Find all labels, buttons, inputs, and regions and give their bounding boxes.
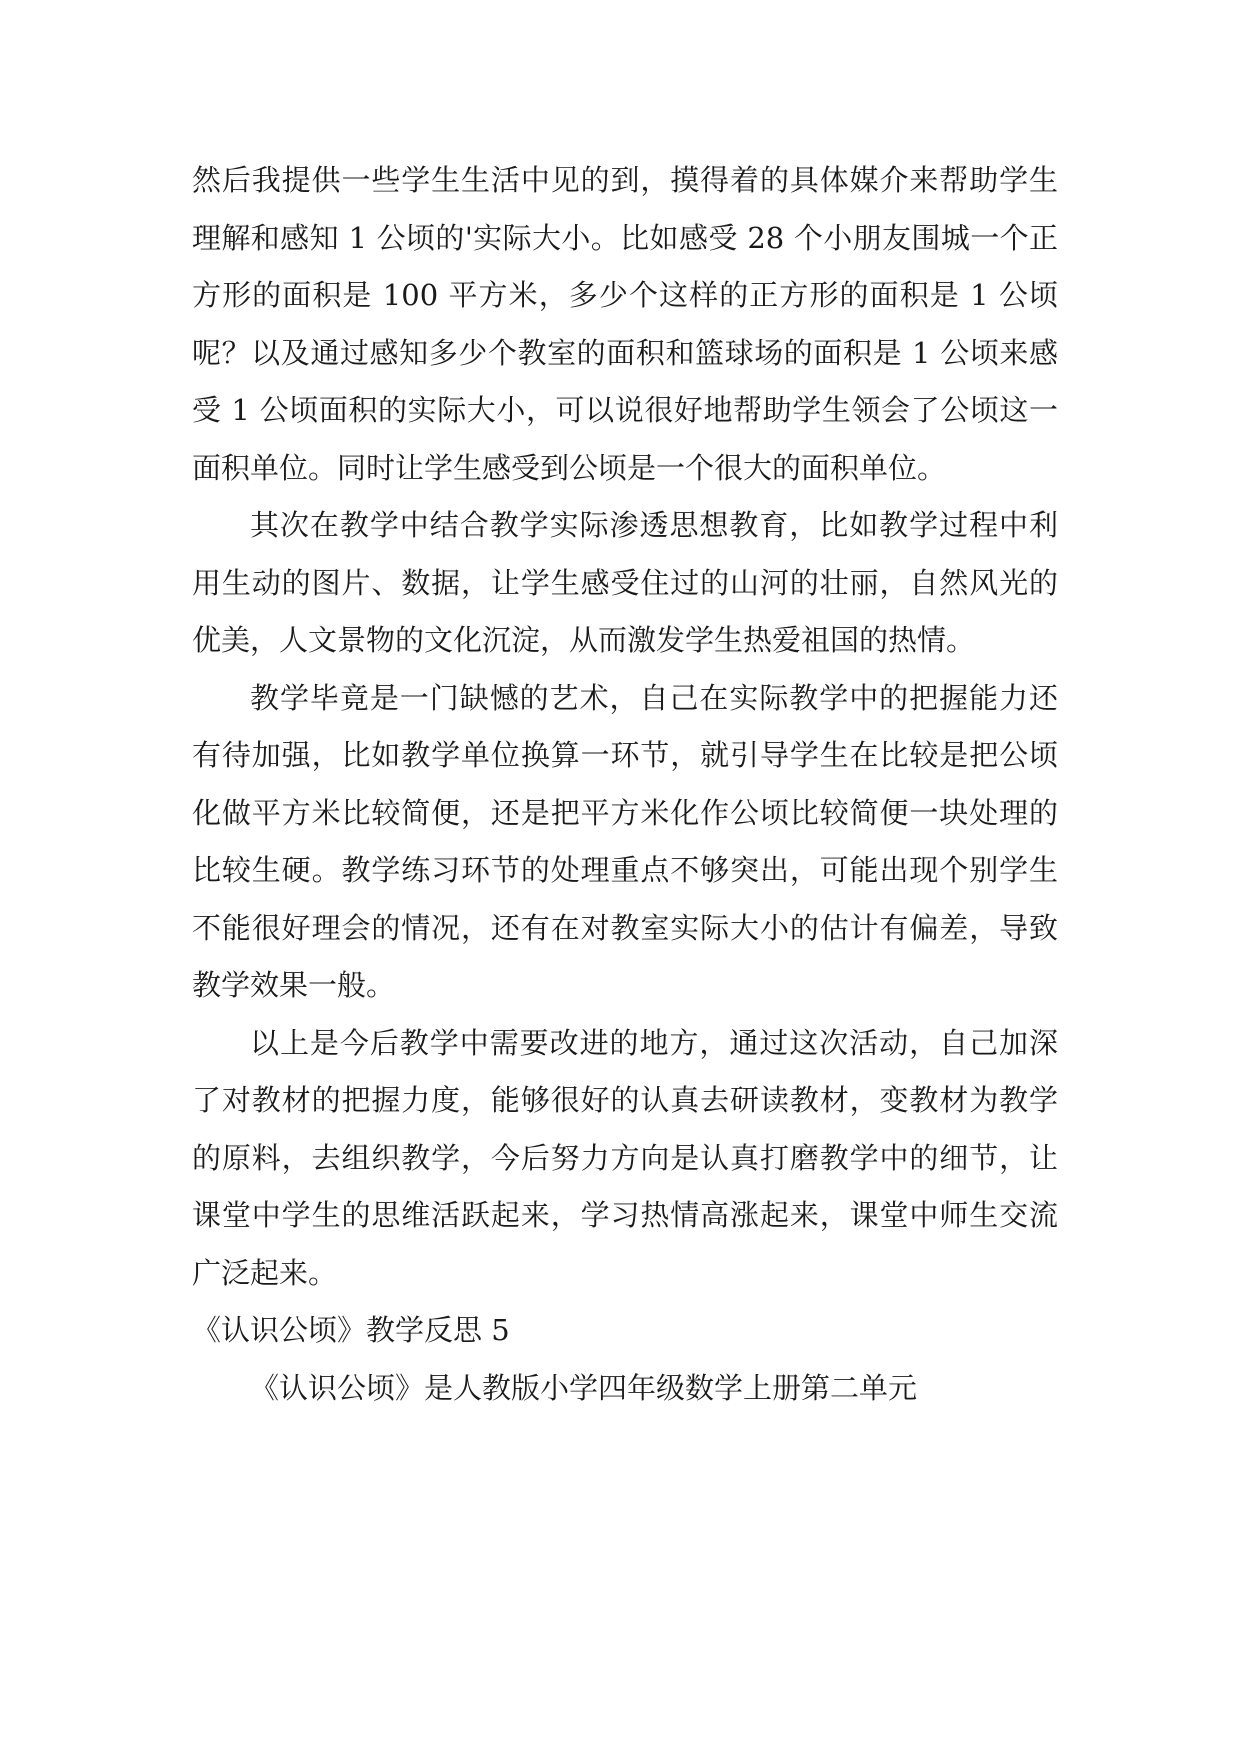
document-body <box>192 152 1058 1417</box>
paragraph-4: 以上是今后教学中需要改进的地方，通过这次活动，自己加深了对教材的把握力度，能够很好的认真去研读教材，变教材为教学的原料，去组织教学，今后努力方向是认真打磨教学中的细节，让课堂中学生的思维活跃起来，学习热情高涨起来，课堂中师生交流广泛起来。 <box>192 1025 1058 1290</box>
paragraph-1: 然后我提供一些学生生活中见的到，摸得着的具体媒介来帮助学生理解和感知 1 公顷的'实际大小。比如感受 28 个小朋友围城一个正方形的面积是 100 平方米，多少个这样的正方形的面积是 1 公顷呢？以及通过感知多少个教室的面积和篮球场的面积是 1 公顷来感受 1 公顷面积的实际大小，可以说很好地帮助学生领会了公顷这一面积单位。同时让学生感受到公顷是一个很大的面积单位。 <box>192 163 1058 485</box>
paragraph-3: 教学毕竟是一门缺憾的艺术，自己在实际教学中的把握能力还有待加强，比如教学单位换算一环节，就引导学生在比较是把公顷化做平方米比较简便，还是把平方米化作公顷比较简便一块处理的比较生硬。教学练习环节的处理重点不够突出，可能出现个别学生不能很好理会的情况，还有在对教室实际大小的估计有偏差，导致教学效果一般。 <box>192 680 1058 1002</box>
paragraph-5: 《认识公顷》是人教版小学四年级数学上册第二单元 <box>250 1370 918 1405</box>
paragraph-2: 其次在教学中结合教学实际渗透思想教育，比如教学过程中利用生动的图片、数据，让学生感受住过的山河的壮丽，自然风光的优美，人文景物的文化沉淀，从而激发学生热爱祖国的热情。 <box>192 508 1058 657</box>
section-heading: 《认识公顷》教学反思 5 <box>192 1313 510 1347</box>
